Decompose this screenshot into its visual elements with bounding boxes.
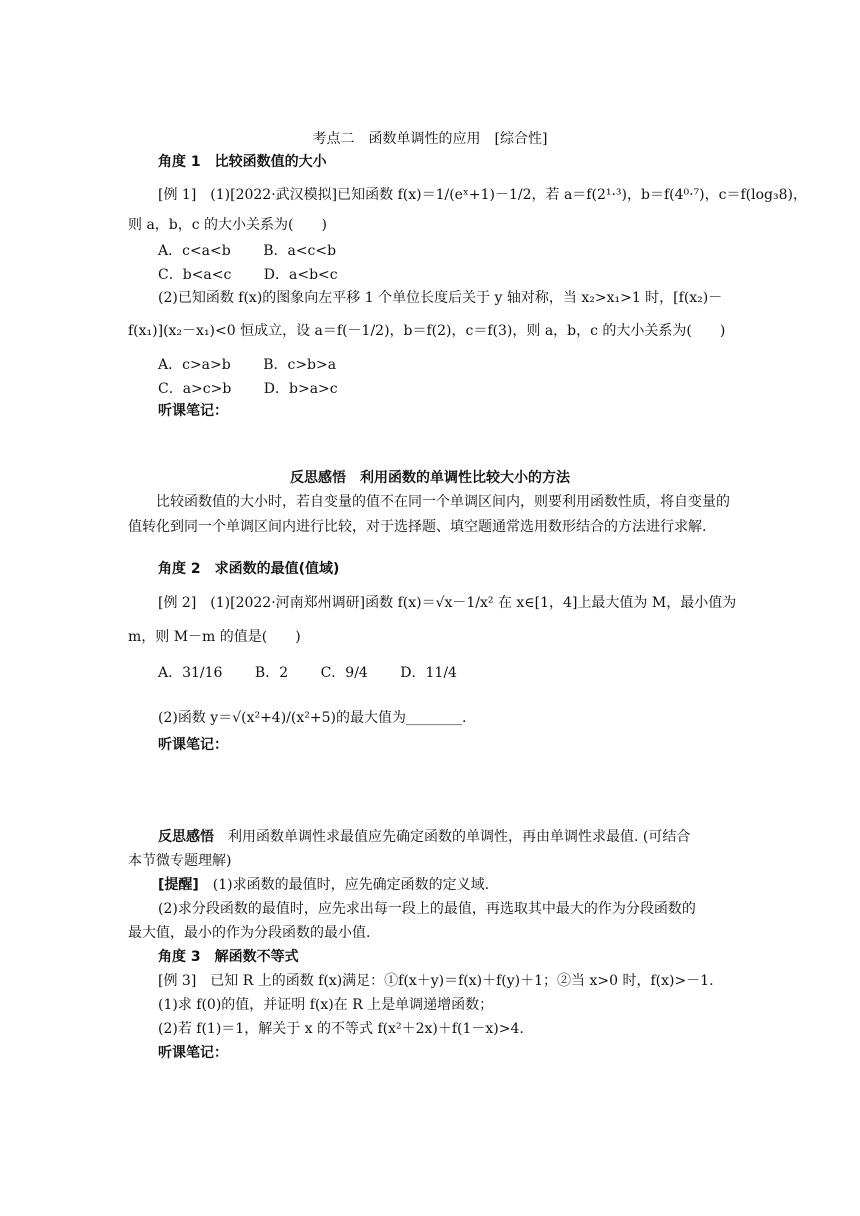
choice-d: D．a<b<c xyxy=(263,267,338,283)
example3-line3: (2)若 f(1)＝1，解关于 x 的不等式 f(x²＋2x)＋f(1－x)>4. xyxy=(158,1021,524,1037)
reflection2-line2: 本节微专题理解) xyxy=(128,853,232,869)
notes-label: 听课笔记： xyxy=(158,737,228,753)
example1-line2: 则 a，b，c 的大小关系为( ) xyxy=(128,217,327,233)
choice-b: B．c>b>a xyxy=(263,357,337,373)
reminder-text1: (1)求函数的最值时，应先确定函数的定义域. xyxy=(198,877,490,893)
example2-line1: [例 2] (1)[2022·河南郑州调研]函数 f(x)＝√x－1/x² 在 x∈[1，4]上最大值为 M，最小值为 xyxy=(158,595,737,611)
reflection2-line1 xyxy=(158,826,690,848)
reflection1-title: 反思感悟 利用函数的单调性比较大小的方法 xyxy=(290,470,570,486)
angle3-heading: 角度 3 解函数不等式 xyxy=(158,949,299,965)
angle2-heading: 角度 2 求函数的最值(值域) xyxy=(158,561,340,577)
reflection1-text: 比较函数值的大小时，若自变量的值不在同一个单调区间内，则要利用函数性质，将自变量的值转化到同一个单调区间内进行比较，对于选择题、填空题通常选用数形结合的方法进行求解. xyxy=(128,494,730,535)
choice-d: D．b>a>c xyxy=(263,381,338,397)
example1-part2-line1: (2)已知函数 f(x)的图象向左平移 1 个单位长度后关于 y 轴对称，当 x₂>x₁>1 时，[f(x₂)－ xyxy=(158,290,723,306)
reminder-label: [提醒] xyxy=(158,877,199,893)
choice-a: A．31/16 xyxy=(158,665,223,681)
example1-part2-choices-row1 xyxy=(158,354,364,376)
choice-a: A．c<a<b xyxy=(158,243,231,259)
choice-a: A．c>a>b xyxy=(158,357,231,373)
section-title: 考点二 函数单调性的应用 [综合性] xyxy=(312,131,548,147)
choice-d: D．11/4 xyxy=(400,665,457,681)
example1-choices-row1 xyxy=(158,240,364,262)
example1-choices-row2 xyxy=(158,264,366,286)
choice-c: C．a>c>b xyxy=(158,381,232,397)
notes-label: 听课笔记： xyxy=(158,1045,228,1061)
angle1-heading: 角度 1 比较函数值的大小 xyxy=(158,154,327,170)
reflection2-text: 利用函数单调性求最值应先确定函数的单调性，再由单调性求最值. (可结合 xyxy=(214,829,691,845)
choice-b: B．2 xyxy=(254,665,289,681)
example1-part2-choices-row2 xyxy=(158,378,366,400)
example3-line1: [例 3] 已知 R 上的函数 f(x)满足：①f(x＋y)＝f(x)＋f(y)＋1；②当 x>0 时，f(x)>－1. xyxy=(158,973,714,989)
reflection2-label: 反思感悟 xyxy=(158,829,214,845)
reminder-line3: 最大值，最小的作为分段函数的最小值. xyxy=(128,925,371,941)
reminder-line1 xyxy=(158,874,489,896)
reminder-line2: (2)求分段函数的最值时，应先求出每一段上的最值，再选取其中最大的作为分段函数的 xyxy=(158,901,696,917)
example1-part2-line2: f(x₁)](x₂－x₁)<0 恒成立，设 a＝f(－1/2)，b＝f(2)，c＝f(3)，则 a，b，c 的大小关系为( ) xyxy=(128,323,726,339)
example3-line2: (1)求 f(0)的值，并证明 f(x)在 R 上是单调递增函数； xyxy=(158,997,494,1013)
example2-choices xyxy=(158,662,485,684)
choice-c: C．b<a<c xyxy=(158,267,232,283)
choice-b: B．a<c<b xyxy=(263,243,337,259)
example2-part2: (2)函数 y＝√(x²+4)/(x²+5)的最大值为________. xyxy=(158,710,467,726)
choice-c: C．9/4 xyxy=(320,665,368,681)
example2-line2: m，则 M－m 的值是( ) xyxy=(128,629,301,645)
notes-label: 听课笔记： xyxy=(158,403,228,419)
example1-line1: [例 1] (1)[2022·武汉模拟]已知函数 f(x)＝1/(eˣ+1)－1/2，若 a＝f(2¹·³)，b＝f(4⁰·⁷)，c＝f(log₃8)， xyxy=(158,187,807,203)
